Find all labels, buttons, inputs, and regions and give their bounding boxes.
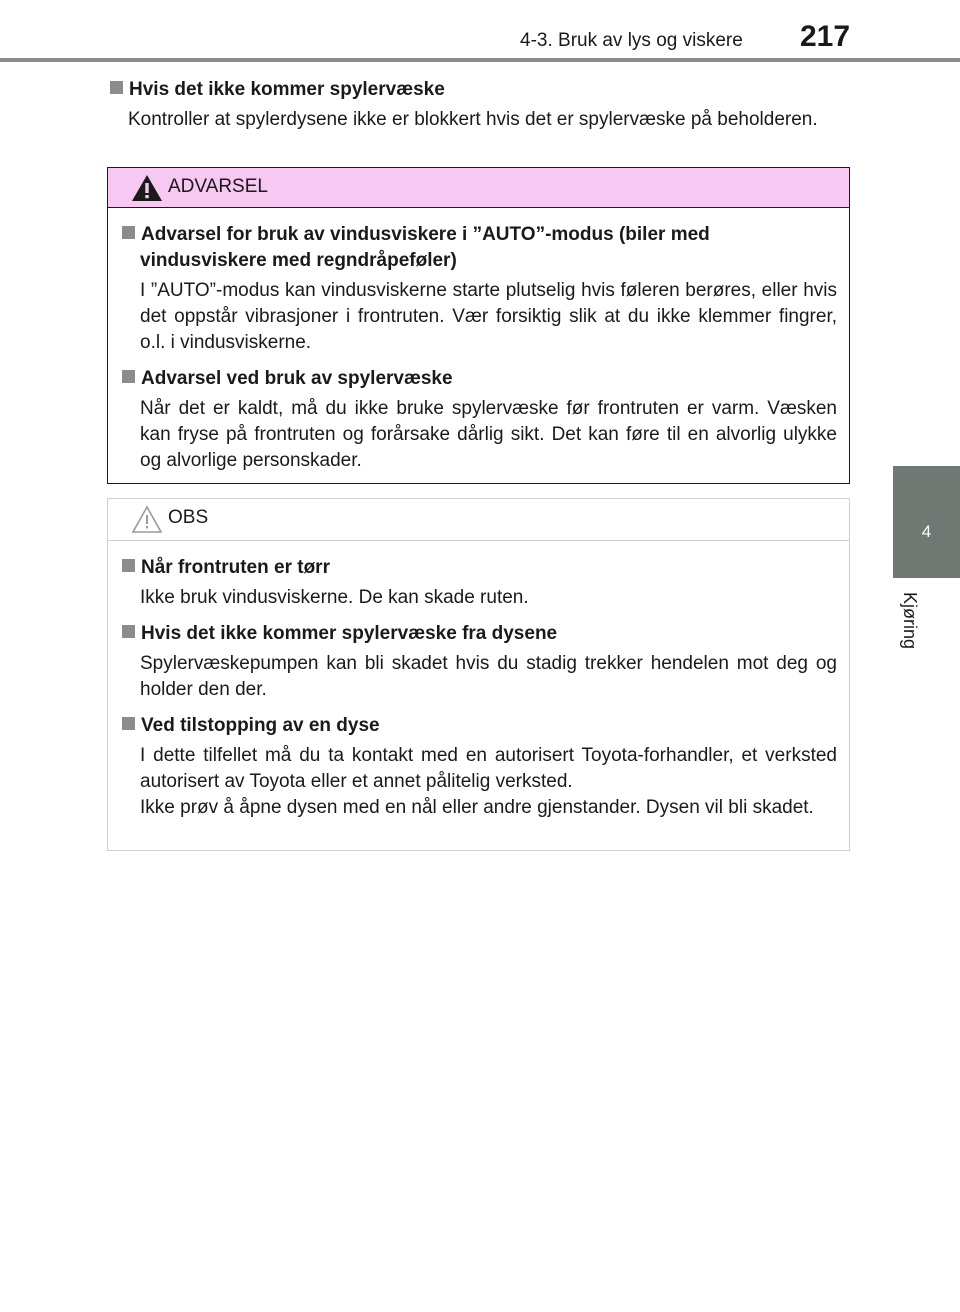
bullet-square-icon — [110, 81, 123, 94]
chapter-label-wrap — [896, 592, 920, 672]
warning-label: ADVARSEL — [168, 176, 268, 197]
warning-item-title — [122, 366, 837, 392]
intro-section — [110, 77, 850, 133]
notice-item-body: Spylervæskepumpen kan bli skadet hvis du stadig trekker hendelen mot deg og holder den der. — [140, 653, 837, 700]
warning-item — [122, 222, 837, 356]
notice-item-title-text: Hvis det ikke kommer spylervæske fra dysene — [141, 623, 558, 644]
chapter-label: Kjøring — [900, 592, 920, 650]
section-heading-text: Hvis det ikke kommer spylervæske — [129, 79, 445, 100]
warning-item-title-text: Advarsel for bruk av vindusviskere i ”AUTO”-modus (biler med vindusviskere med regndråpeføler) — [140, 224, 710, 271]
warning-item — [122, 366, 837, 474]
notice-item-body-continued: Ikke prøv å åpne dysen med en nål eller andre gjenstander. Dysen vil bli skadet. — [140, 797, 814, 818]
warning-box — [107, 167, 850, 484]
notice-item-body: I dette tilfellet må du ta kontakt med en autorisert Toyota-forhandler, et verksted autorisert av Toyota eller et annet pålitelig verksted. — [140, 745, 837, 792]
notice-item-title-text: Når frontruten er tørr — [141, 557, 330, 578]
page-number: 217 — [800, 20, 851, 53]
notice-item-title — [122, 621, 837, 647]
section-title: 4-3. Bruk av lys og viskere — [520, 30, 743, 51]
bullet-square-icon — [122, 559, 135, 572]
chapter-tab — [893, 466, 960, 578]
warning-item-title — [122, 222, 837, 274]
section-heading — [110, 77, 850, 103]
notice-item — [122, 621, 837, 703]
warning-triangle-icon — [130, 172, 164, 204]
notice-item — [122, 713, 837, 821]
notice-item-title-text: Ved tilstopping av en dyse — [141, 715, 380, 736]
notice-item — [122, 555, 837, 611]
section-body: Kontroller at spylerdysene ikke er blokkert hvis det er spylervæske på beholderen. — [128, 109, 818, 130]
notice-item-body: Ikke bruk vindusviskerne. De kan skade ruten. — [140, 587, 529, 608]
bullet-square-icon — [122, 625, 135, 638]
notice-box-header — [108, 499, 849, 541]
bullet-square-icon — [122, 226, 135, 239]
warning-box-content — [108, 208, 849, 474]
page-header — [0, 0, 960, 62]
header-rule — [0, 58, 960, 62]
warning-item-body: Når det er kaldt, må du ikke bruke spylervæske før frontruten er varm. Væsken kan fryse på frontruten og forårsake dårlig sikt. Det kan føre til en alvorlig ulykke og alvorlige personskader. — [140, 398, 837, 471]
notice-item-title — [122, 555, 837, 581]
warning-item-body: I ”AUTO”-modus kan vindusviskerne starte plutselig hvis føleren berøres, eller hvis det oppstår vibrasjoner i frontruten. Vær forsiktig slik at du ikke klemmer fingrer, o.l. i vindusviskerne. — [140, 280, 837, 353]
notice-label: OBS — [168, 507, 209, 528]
warning-item-title-text: Advarsel ved bruk av spylervæske — [141, 368, 453, 389]
caution-outline-triangle-icon — [130, 503, 164, 535]
notice-item-title — [122, 713, 837, 739]
notice-box-content — [108, 541, 849, 821]
notice-box — [107, 498, 850, 851]
warning-box-header — [108, 168, 849, 208]
bullet-square-icon — [122, 717, 135, 730]
bullet-square-icon — [122, 370, 135, 383]
chapter-number: 4 — [921, 522, 932, 541]
